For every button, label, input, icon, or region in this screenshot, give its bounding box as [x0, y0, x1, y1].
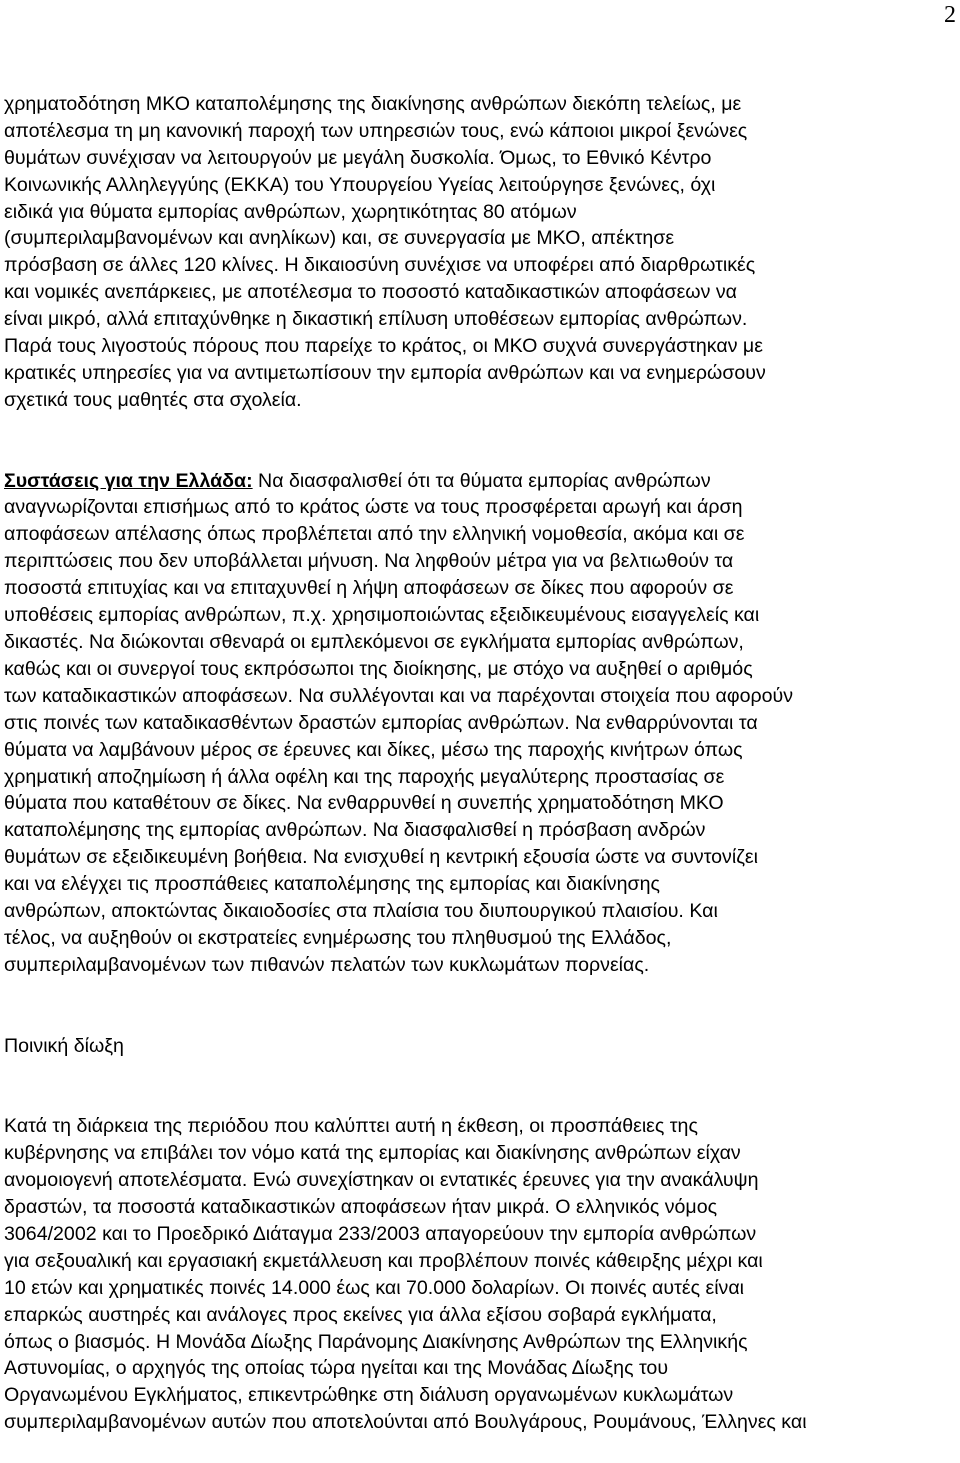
paragraph-prosecution: Κατά τη διάρκεια της περιόδου που καλύπτει αυτή η έκθεση, οι προσπάθειες της κυβέρνησης να επιβάλει τον νόμο κατά της εμπορίας και διακίνησης ανθρώπων είχαν ανομοιογενή αποτελέσματα. Ενώ συνεχίστηκαν οι εντατικές έρευνες για την ανακάλυψη δραστών, τα ποσοστά καταδικαστικών αποφάσεων ήταν μικρά. Ο ελληνικός νόμος 3064/2002 και το Προεδρικό Διάταγμα 233/2003 απαγορεύουν την εμπορία ανθρώπων για σεξουαλική και εργασιακή εκμετάλλευση και προβλέπουν ποινές κάθειρξης μέχρι και 10 ετών και χρηματικές ποινές 14.000 έως και 70.000 δολαρίων. Οι ποινές αυτές είναι επαρκώς αυστηρές και ανάλογες προς εκείνες για άλλα εξίσου σοβαρά εγκλήματα, όπως ο βιασμός. Η Μονάδα Δίωξης Παράνομης Διακίνησης Ανθρώπων της Ελληνικής Αστυνομίας, ο αρχηγός της οποίας τώρα ηγείται και της Μονάδας Δίωξης του Οργανωμένου Εγκλήματος, επικεντρώθηκε στη διάλυση οργανωμένων κυκλωμάτων συμπεριλαμβανομένων αυτών που αποτελούνται από Βουλγάρους, Ρουμάνους, Έλληνες και [4, 1115, 807, 1434]
recommendations-heading: Συστάσεις για την Ελλάδα: [4, 469, 253, 492]
paragraph-ngo-funding: χρηματοδότηση ΜΚΟ καταπολέμησης της διακίνησης ανθρώπων διεκόπη τελείως, με αποτέλεσμα τη μη κανονική παροχή των υπηρεσιών τους, ενώ κάποιοι μικροί ξενώνες θυμάτων συνέχισαν να λειτουργούν με μεγάλη δυσκολία. Όμως, το Εθνικό Κέντρο Κοινωνικής Αλληλεγγύης (ΕΚΚΑ) του Υπουργείου Υγείας λειτούργησε ξενώνες, όχι ειδικά για θύματα εμπορίας ανθρώπων, χωρητικότητας 80 ατόμων (συμπεριλαμβανομένων και ανηλίκων) και, σε συνεργασία με ΜΚΟ, απέκτησε πρόσβαση σε άλλες 120 κλίνες. Η δικαιοσύνη συνέχισε να υποφέρει από διαρθρωτικές και νομικές ανεπάρκειες, με αποτέλεσμα το ποσοστό καταδικαστικών αποφάσεων να είναι μικρό, αλλά επιταχύνθηκε η δικαστική επίλυση υποθέσεων εμπορίας ανθρώπων. Παρά τους λιγοστούς πόρους που παρείχε το κράτος, οι ΜΚΟ συχνά συνεργάστηκαν με κρατικές υπηρεσίες για να αντιμετωπίσουν την εμπορία ανθρώπων και να ενημερώσουν σχετικά τους μαθητές στα σχολεία. [4, 92, 766, 411]
document-body [4, 64, 952, 1463]
recommendations-text: Να διασφαλισθεί ότι τα θύματα εμπορίας ανθρώπων αναγνωρίζονται επισήμως από το κράτος ώστε να τους προσφέρεται αρωγή και άρση αποφάσεων απέλασης όπως προβλέπεται από την ελληνική νομοθεσία, ακόμα και σε περιπτώσεις που δεν υποβάλλεται μήνυση. Να ληφθούν μέτρα για να βελτιωθούν τα ποσοστά επιτυχίας και να επιταχυνθεί η λήψη αποφάσεων σε δίκες που αφορούν σε υποθέσεις εμπορίας ανθρώπων, π.χ. χρησιμοποιώντας εξειδικευμένους εισαγγελείς και δικαστές. Να διώκονται σθεναρά οι εμπλεκόμενοι σε εγκλήματα εμπορίας ανθρώπων, καθώς και οι συνεργοί τους εκπρόσωποι της διοίκησης, με στόχο να αυξηθεί ο αριθμός των καταδικαστικών αποφάσεων. Να συλλέγονται και να παρέχονται στοιχεία που αφορούν στις ποινές των καταδικασθέντων δραστών εμπορίας ανθρώπων. Να ενθαρρύνονται τα θύματα να λαμβάνουν μέρος σε έρευνες και δίκες, μέσω της παροχής κινήτρων όπως χρηματική αποζημίωση ή άλλα οφέλη και της παροχής μεγαλύτερης προστασίας σε θύματα που καταθέτουν σε δίκες. Να ενθαρρυνθεί η συνεπής χρηματοδότηση ΜΚΟ καταπολέμησης της εμπορίας ανθρώπων. Να διασφαλισθεί η πρόσβαση ανδρών θυμάτων σε εξειδικευμένη βοήθεια. Να ενισχυθεί η κεντρική εξουσία ώστε να συντονίζει και να ελέγχει τις προσπάθειες καταπολέμησης της εμπορίας και διακίνησης ανθρώπων, αποκτώντας δικαιοδοσίες στα πλαίσια του διυπουργικού πλαισίου. Και τέλος, να αυξηθούν οι εκστρατείες ενημέρωσης του πληθυσμού της Ελλάδος, συμπεριλαμβανομένων των πιθανών πελατών των κυκλωμάτων πορνείας. [4, 469, 794, 976]
paragraph-recommendations [4, 468, 952, 979]
page-number: 2 [944, 2, 956, 28]
section-heading-prosecution: Ποινική δίωξη [4, 1034, 124, 1057]
